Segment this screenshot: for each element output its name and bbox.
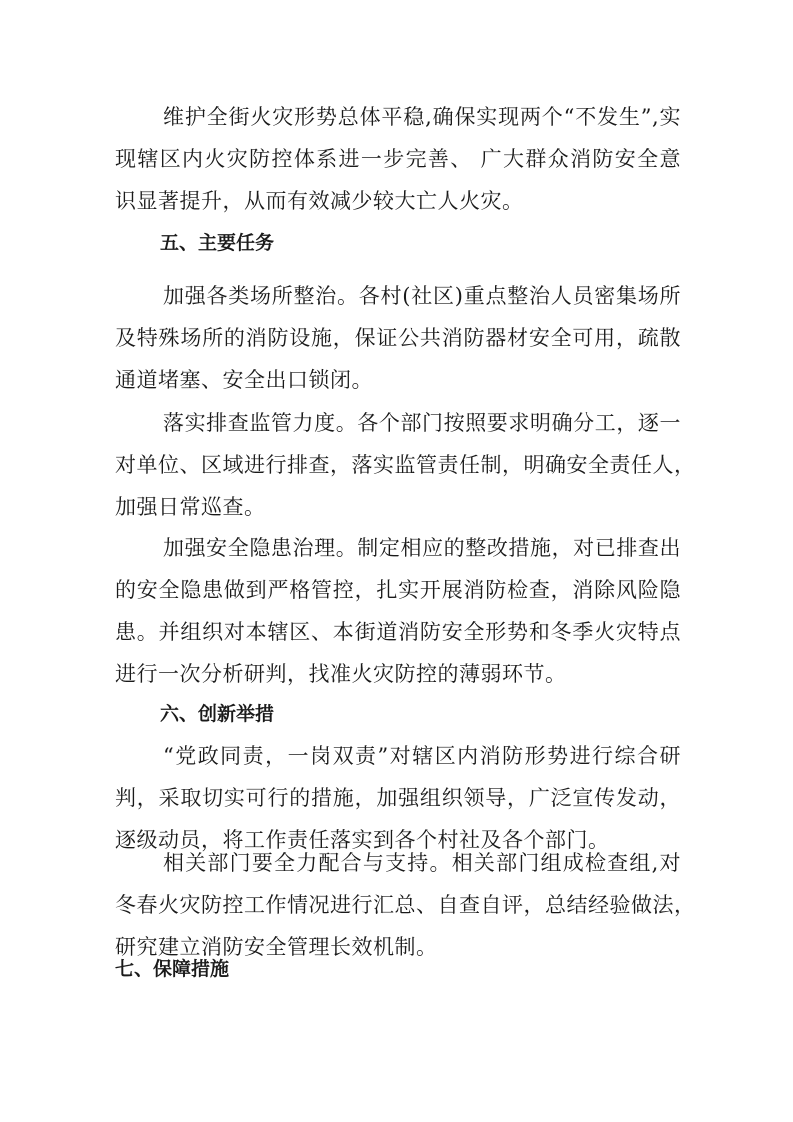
text-line: 落实排查监管力度。各个部门按照要求明确分工，逐一 bbox=[163, 411, 681, 435]
section-heading-innovation: 六、创新举措 bbox=[160, 703, 275, 725]
text-line: 逐级动员，将工作责任落实到各个村社及各个部门。 bbox=[115, 828, 610, 852]
paragraph-hazard-governance bbox=[115, 527, 681, 695]
text-line: 判，采取切实可行的措施，加强组织领导，广泛宣传发动， bbox=[115, 786, 681, 810]
text-line: 患。并组织对本辖区、本街道消防安全形势和冬季火灾特点 bbox=[115, 620, 681, 644]
text-line: 及特殊场所的消防设施，保证公共消防器材安全可用，疏散 bbox=[115, 326, 681, 350]
paragraph-goal bbox=[115, 96, 681, 222]
text-line: 进行一次分析研判，找准火灾防控的薄弱环节。 bbox=[115, 662, 567, 686]
section-heading-main-tasks: 五、主要任务 bbox=[160, 232, 275, 254]
text-line: 相关部门要全力配合与支持。相关部门组成检查组,对 bbox=[163, 851, 681, 875]
paragraph-inspection-supervision bbox=[115, 402, 696, 528]
text-line: 现辖区内火灾防控体系进一步完善、 广大群众消防安全意 bbox=[115, 147, 681, 171]
section-heading-safeguards: 七、保障措施 bbox=[115, 958, 230, 980]
text-line: “党政同责，一岗双责”对辖区内消防形势进行综合研 bbox=[163, 744, 681, 768]
text-line: 研究建立消防安全管理长效机制。 bbox=[115, 935, 438, 959]
text-line: 加强日常巡查。 bbox=[115, 495, 266, 519]
text-line: 维护全街火灾形势总体平稳,确保实现两个“不发生”,实 bbox=[163, 105, 681, 129]
text-line: 冬春火灾防控工作情况进行汇总、自查自评，总结经验做法， bbox=[115, 893, 696, 917]
text-line: 加强安全隐患治理。制定相应的整改措施，对已排查出 bbox=[163, 536, 681, 560]
paragraph-venue-rectification bbox=[115, 275, 681, 401]
text-line: 加强各类场所整治。各村(社区)重点整治人员密集场所 bbox=[163, 284, 681, 308]
text-line: 通道堵塞、安全出口锁闭。 bbox=[115, 368, 373, 392]
text-line: 对单位、区域进行排查，落实监管责任制，明确安全责任人， bbox=[115, 453, 696, 477]
text-line: 识显著提升，从而有效减少较大亡人火灾。 bbox=[115, 189, 524, 213]
text-line: 的安全隐患做到严格管控，扎实开展消防检查，消除风险隐 bbox=[115, 578, 681, 602]
